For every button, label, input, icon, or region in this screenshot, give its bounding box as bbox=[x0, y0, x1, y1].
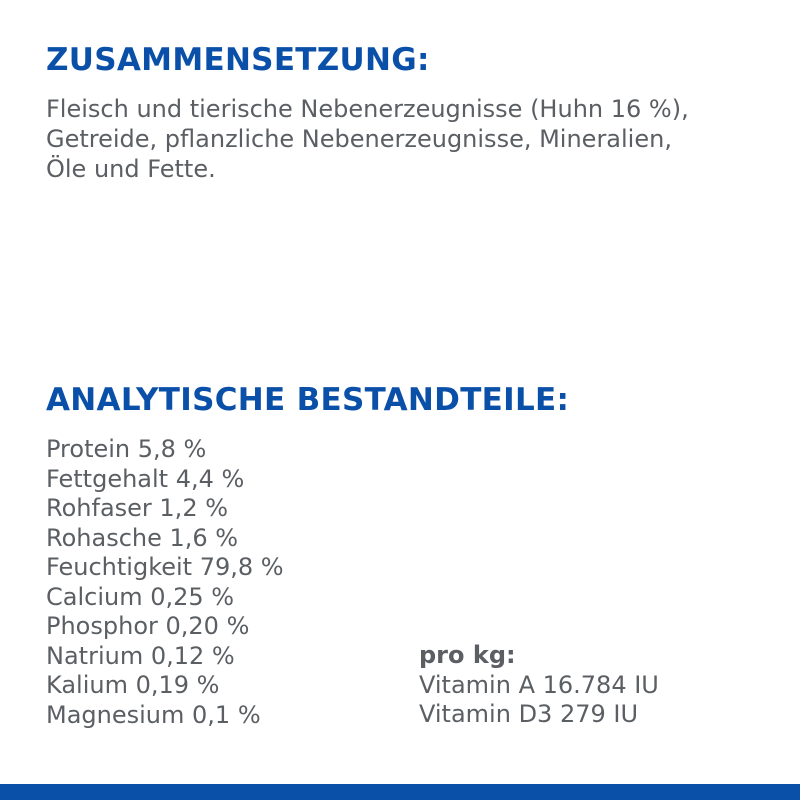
list-item: Vitamin D3 279 IU bbox=[419, 700, 639, 728]
list-item: Kalium 0,19 % bbox=[46, 671, 220, 699]
list-item: Rohasche 1,6 % bbox=[46, 523, 239, 552]
composition-heading: ZUSAMMENSETZUNG: bbox=[46, 42, 430, 78]
list-item: Rohfaser 1,2 % bbox=[46, 494, 229, 522]
composition-line: Getreide, pflanzliche Nebenerzeugnisse, Mineralien, bbox=[46, 125, 672, 153]
list-item: Natrium 0,12 % bbox=[46, 641, 235, 670]
list-item: Magnesium 0,1 % bbox=[46, 700, 261, 729]
composition-line: Öle und Fette. bbox=[46, 155, 216, 183]
per-kg-list bbox=[419, 671, 659, 730]
analytic-constituents-list bbox=[46, 435, 284, 730]
per-kg-block bbox=[419, 641, 659, 730]
per-kg-label: pro kg: bbox=[419, 641, 516, 669]
composition-text bbox=[46, 94, 766, 184]
bottom-accent-bar bbox=[0, 784, 800, 800]
list-item: Vitamin A 16.784 IU bbox=[419, 670, 659, 699]
analytic-constituents-heading: ANALYTISCHE BESTANDTEILE: bbox=[46, 382, 570, 418]
list-item: Phosphor 0,20 % bbox=[46, 612, 250, 640]
list-item: Protein 5,8 % bbox=[46, 435, 207, 463]
list-item: Calcium 0,25 % bbox=[46, 582, 235, 611]
list-item: Fettgehalt 4,4 % bbox=[46, 464, 245, 493]
list-item: Feuchtigkeit 79,8 % bbox=[46, 553, 284, 581]
composition-line: Fleisch und tierische Nebenerzeugnisse (Huhn 16 %), bbox=[46, 95, 689, 123]
